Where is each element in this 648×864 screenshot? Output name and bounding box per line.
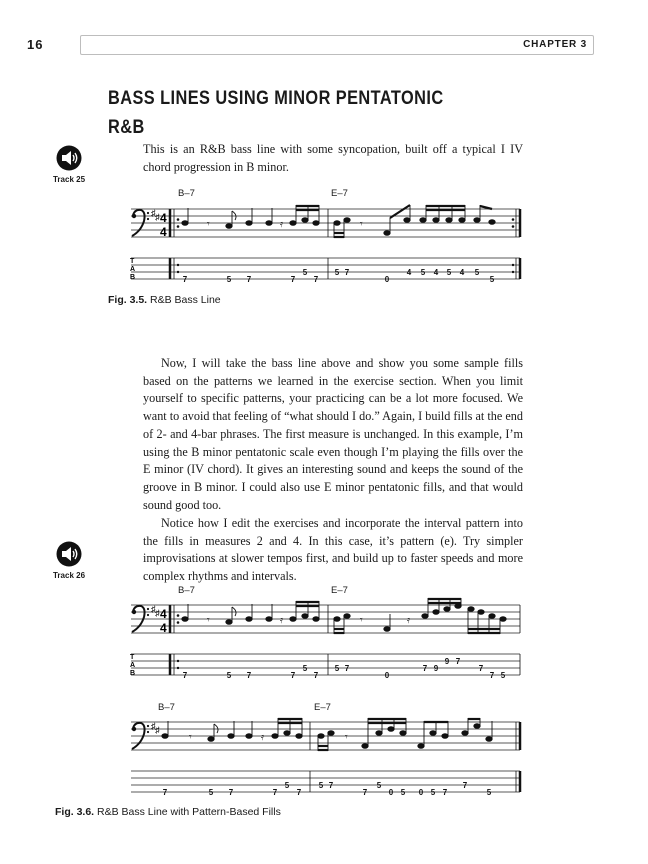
tab-fret: 7 (290, 275, 296, 284)
chord-symbol: E–7 (314, 702, 331, 713)
tab-fret: 5 (302, 268, 308, 277)
tab-fret: 4 (406, 268, 412, 277)
section-title: BASS LINES USING MINOR PENTATONIC (108, 88, 444, 109)
tab-fret: 7 (362, 788, 368, 797)
tab-fret: 4 (459, 268, 465, 277)
tab-fret: 5 (208, 788, 214, 797)
tab-fret: 7 (290, 671, 296, 680)
tab-letter: T (130, 654, 135, 661)
fig36-caption (55, 806, 281, 818)
tab-fret: 5 (284, 781, 290, 790)
tab-fret: 7 (422, 664, 428, 673)
svg-text:𝄿: 𝄿 (261, 732, 265, 743)
tab-fret: 5 (500, 671, 506, 680)
fig35-notation (125, 200, 545, 295)
tab-fret: 5 (226, 275, 232, 284)
tab-letter: T (130, 258, 135, 265)
tab-fret: 7 (344, 664, 350, 673)
svg-text:4: 4 (160, 225, 167, 239)
svg-text:4: 4 (160, 607, 167, 621)
figure-number: Fig. 3.5. (108, 294, 148, 306)
svg-text:♯: ♯ (155, 212, 160, 222)
figure-title: R&B Bass Line with Pattern-Based Fills (97, 806, 281, 818)
figure-number: Fig. 3.6. (55, 806, 95, 818)
track-26-audio[interactable] (49, 541, 89, 580)
intro-paragraph: This is an R&B bass line with some syncopation, built off a typical I IV chord progression in B minor. (143, 142, 523, 174)
svg-text:𝄿: 𝄿 (407, 615, 411, 626)
tab-fret: 5 (226, 671, 232, 680)
svg-text:4: 4 (160, 211, 167, 225)
tab-fret: 7 (344, 268, 350, 277)
speaker-icon[interactable] (56, 145, 82, 171)
tab-fret: 7 (182, 275, 188, 284)
chord-symbol: E–7 (331, 188, 348, 199)
tab-fret: 7 (328, 781, 334, 790)
tab-fret: 7 (182, 671, 188, 680)
tab-fret: 7 (162, 788, 168, 797)
tab-fret: 5 (376, 781, 382, 790)
tab-fret: 7 (296, 788, 302, 797)
svg-text:𝄾: 𝄾 (189, 732, 192, 743)
tab-fret: 5 (430, 788, 436, 797)
svg-text:𝄾: 𝄾 (207, 615, 210, 626)
svg-text:4: 4 (160, 621, 167, 635)
body-paragraph: Now, I will take the bass line above and show you some sample fills based on the patterns we learned in the exercise section. When you limit yourself to specific patterns, your practicing can be a lot more focused. We want to avoid that feeling of “what should I do.” Again, I build fills at the end of 2- and 4-bar phrases. The first measure is unchanged. In this example, I’m using the B minor pentatonic scale even though I’m playing the fills over the E minor (IV chord). It gives an interesting sound and keeps the sound of the groove in B minor. I could also use E minor pentatonic fills, and that would sound good too. (143, 356, 523, 512)
tab-fret: 5 (302, 664, 308, 673)
tab-fret: 7 (442, 788, 448, 797)
header-bar (80, 35, 594, 55)
svg-text:𝄿: 𝄿 (280, 615, 284, 626)
tab-letter: B (130, 274, 136, 281)
fig36-system1-notation (125, 596, 545, 691)
tab-fret: 5 (486, 788, 492, 797)
tab-fret: 7 (455, 657, 461, 666)
fig35-caption (108, 294, 221, 306)
svg-text:𝄾: 𝄾 (360, 219, 363, 230)
tab-fret: 7 (478, 664, 484, 673)
tab-letter: B (130, 670, 136, 677)
tab-fret: 9 (444, 657, 450, 666)
tab-fret: 0 (388, 788, 394, 797)
tab-fret: 5 (318, 781, 324, 790)
svg-text:♯: ♯ (151, 604, 156, 614)
tab-fret: 5 (334, 664, 340, 673)
svg-text:♯: ♯ (155, 608, 160, 618)
track-label: Track 25 (52, 175, 86, 184)
svg-text:𝄾: 𝄾 (207, 219, 210, 230)
svg-text:♯: ♯ (155, 725, 160, 735)
tab-fret: 5 (489, 275, 495, 284)
tab-letter: A (130, 662, 136, 669)
chapter-label: CHAPTER 3 (523, 39, 587, 50)
tab-fret: 5 (334, 268, 340, 277)
page-number: 16 (27, 37, 44, 52)
tab-fret: 4 (433, 268, 439, 277)
tab-fret: 5 (446, 268, 452, 277)
chord-symbol: E–7 (331, 585, 348, 596)
fig36-system2-notation (125, 713, 545, 808)
tab-fret: 0 (384, 275, 390, 284)
tab-fret: 9 (433, 664, 439, 673)
svg-text:♯: ♯ (151, 208, 156, 218)
speaker-icon[interactable] (56, 541, 82, 567)
body-paragraph: Notice how I edit the exercises and incorporate the interval pattern into the fills in measures 2 and 4. In this case, it’s pattern (e). Try simpler improvisations at slower tempos first, and build up to faster speeds and more complex rhythms and intervals. (143, 516, 523, 584)
svg-text:𝄾: 𝄾 (360, 615, 363, 626)
tab-fret: 5 (420, 268, 426, 277)
tab-fret: 7 (246, 275, 252, 284)
tab-fret: 7 (272, 788, 278, 797)
tab-letter: A (130, 266, 136, 273)
tab-fret: 7 (313, 275, 319, 284)
tab-fret: 0 (418, 788, 424, 797)
track-25-audio[interactable] (49, 145, 89, 184)
tab-fret: 7 (462, 781, 468, 790)
tab-fret: 7 (313, 671, 319, 680)
track-label: Track 26 (52, 571, 86, 580)
svg-text:♯: ♯ (151, 721, 156, 731)
chord-symbol: B–7 (158, 702, 175, 713)
tab-fret: 7 (246, 671, 252, 680)
tab-fret: 5 (400, 788, 406, 797)
tab-fret: 7 (489, 671, 495, 680)
chord-symbol: B–7 (178, 585, 195, 596)
svg-text:𝄿: 𝄿 (280, 219, 284, 230)
subsection-title: R&B (108, 117, 145, 138)
chord-symbol: B–7 (178, 188, 195, 199)
tab-fret: 0 (384, 671, 390, 680)
tab-fret: 5 (474, 268, 480, 277)
tab-fret: 7 (228, 788, 234, 797)
svg-text:𝄾: 𝄾 (345, 732, 348, 743)
figure-title: R&B Bass Line (150, 294, 221, 306)
